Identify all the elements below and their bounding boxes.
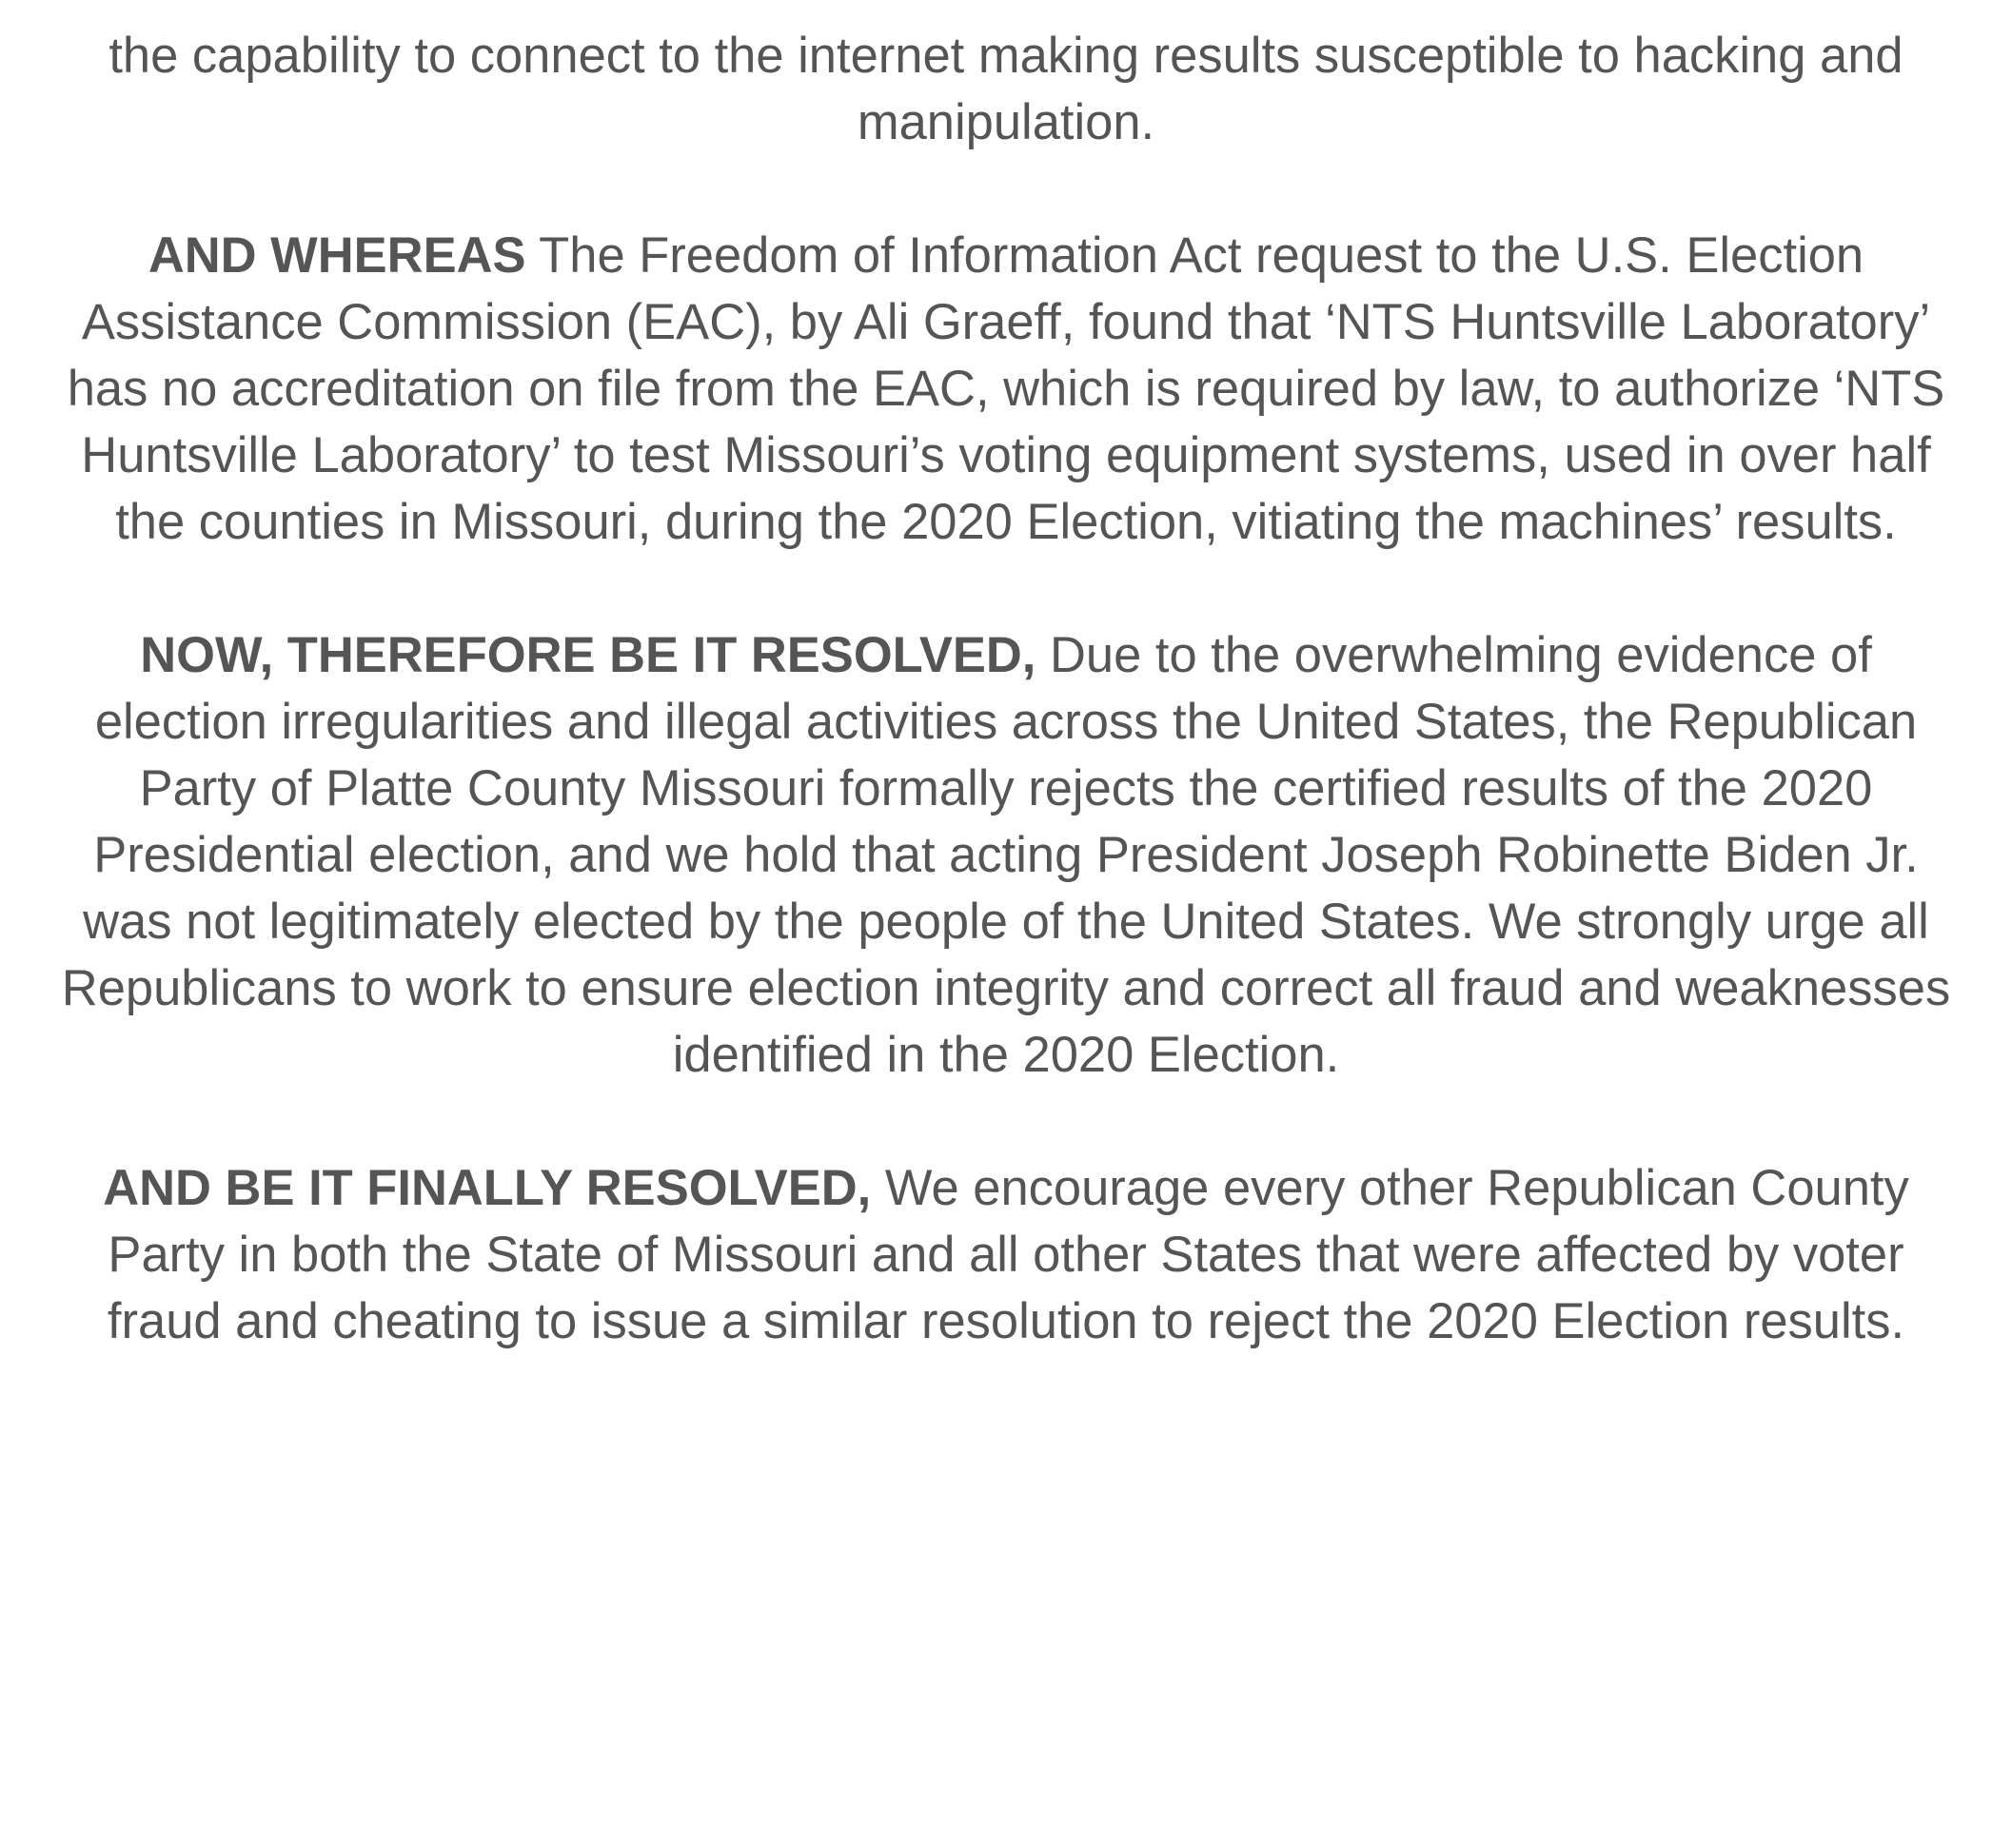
- paragraph-text: We encourage every other Republican County Party in both the State of Missouri and all other States that were affected by voter fraud and cheating to issue a similar resolution to reject the 2020 Election results.: [107, 1160, 1909, 1349]
- paragraph-and-whereas: [57, 223, 1955, 556]
- paragraph-lead: AND WHEREAS: [148, 227, 526, 284]
- paragraph-text: the capability to connect to the internet making results susceptible to hacking and manipulation.: [108, 28, 1904, 150]
- paragraph-lead: NOW, THEREFORE BE IT RESOLVED,: [140, 627, 1036, 683]
- paragraph-continuation: [57, 23, 1955, 156]
- paragraph-finally-resolved: [57, 1155, 1955, 1355]
- paragraph-text: The Freedom of Information Act request to the U.S. Election Assistance Commission (EAC), by Ali Graeff, found that ‘NTS Huntsville Laboratory’ has no accreditation on file from the EAC, which is required by law, to authorize ‘NTS Huntsville Laboratory’ to test Missouri’s voting equipment systems, used in over half the counties in Missouri, during the 2020 Election, vitiating the machines’ results.: [67, 227, 1945, 550]
- paragraph-now-therefore: [57, 622, 1955, 1089]
- paragraph-text: Due to the overwhelming evidence of election irregularities and illegal activities across the United States, the Republican Party of Platte County Missouri formally rejects the certified results of the 2020 Presidential election, and we hold that acting President Joseph Robinette Biden Jr. was not legitimately elected by the people of the United States. We strongly urge all Republicans to work to ensure election integrity and correct all fraud and weaknesses identified in the 2020 Election.: [61, 627, 1951, 1083]
- paragraph-lead: AND BE IT FINALLY RESOLVED,: [103, 1160, 872, 1216]
